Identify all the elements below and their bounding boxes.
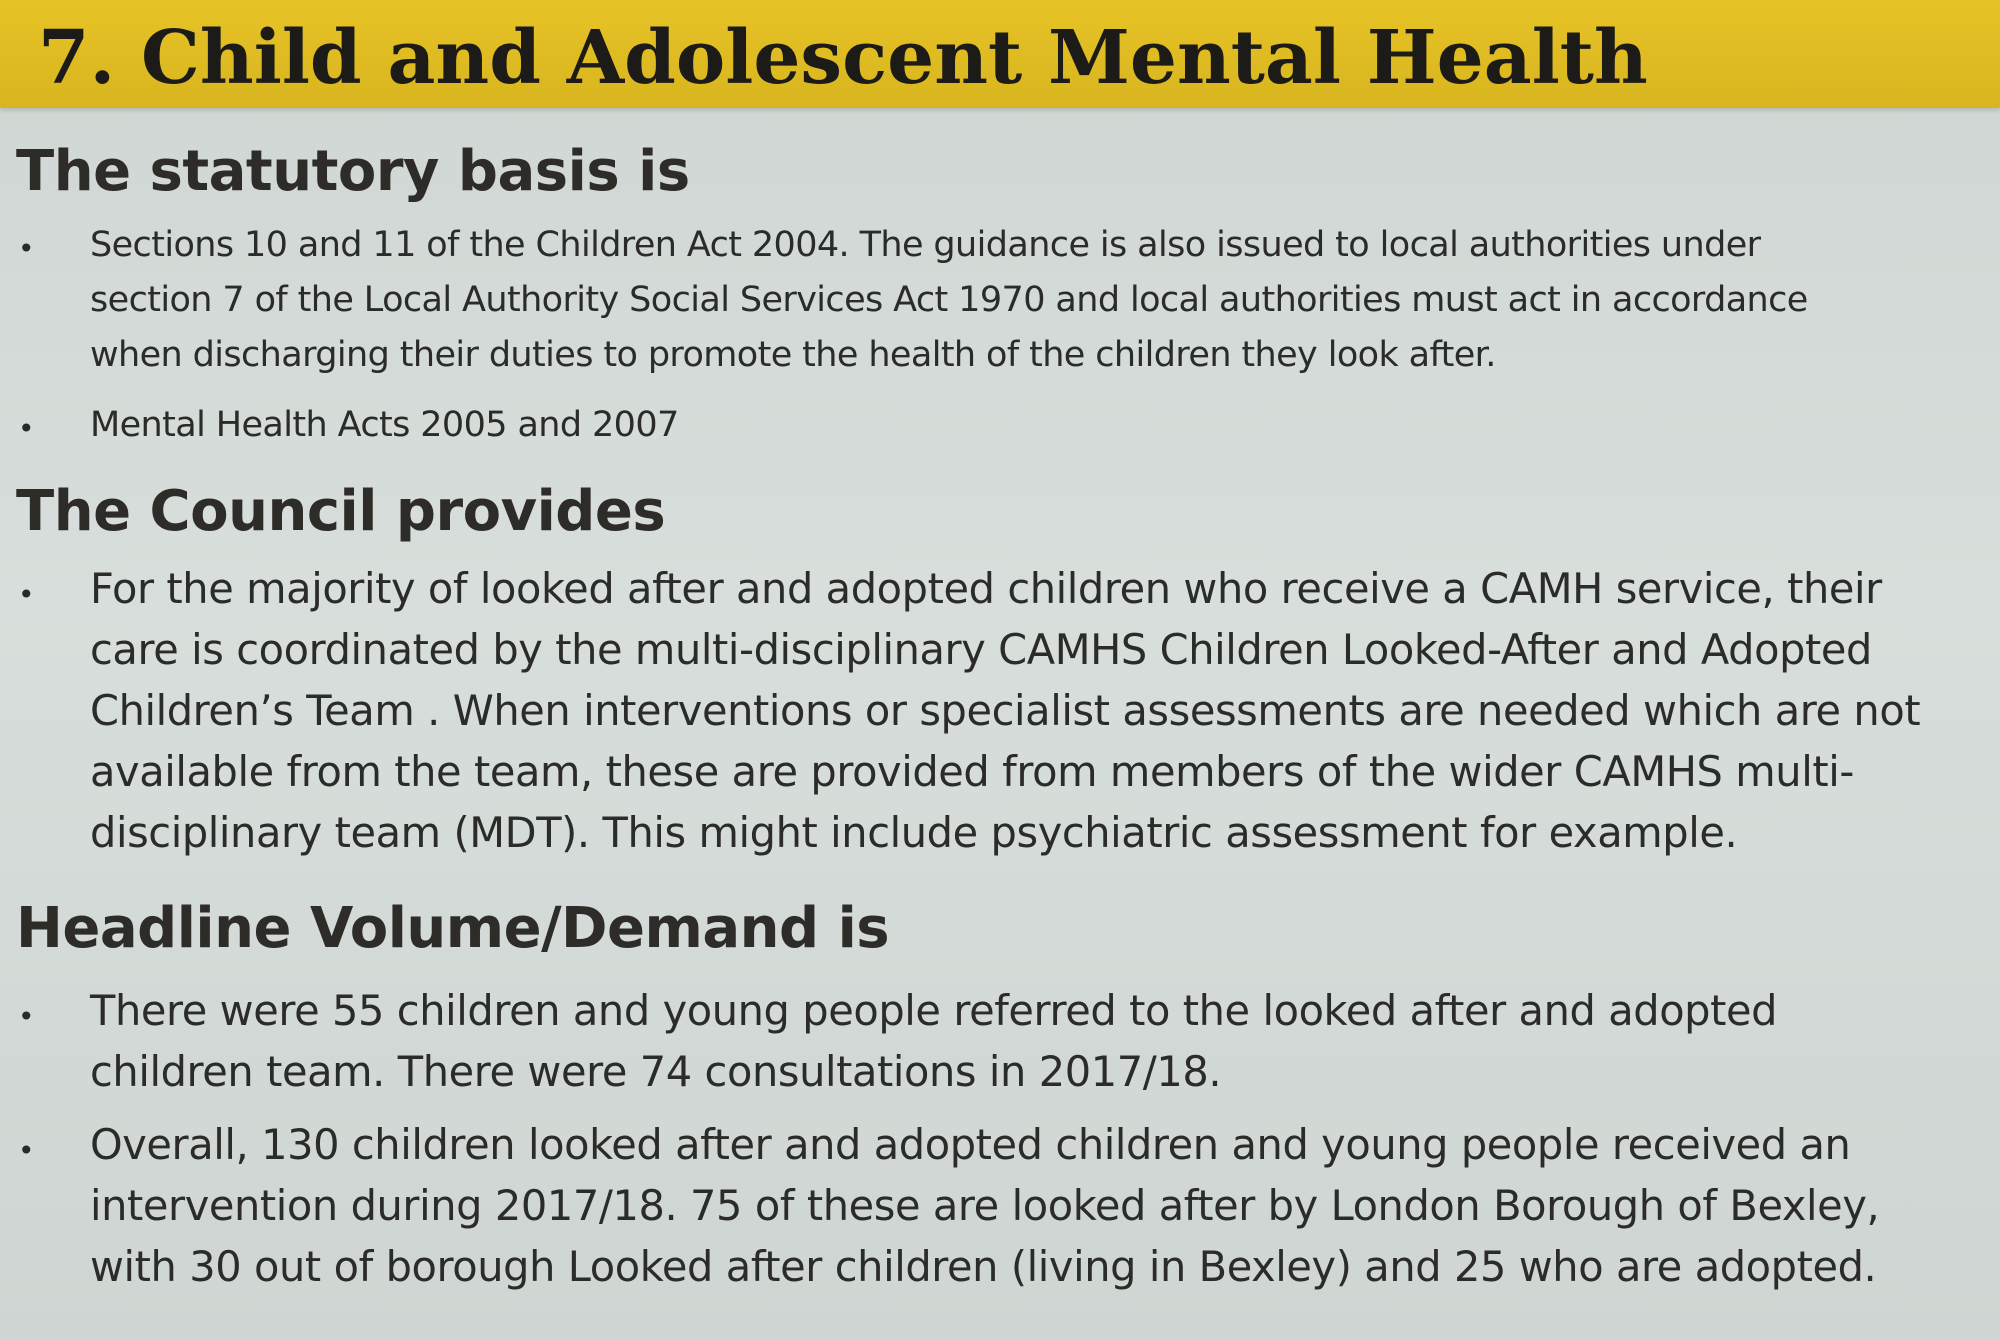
text-line: when discharging their duties to promote the health of the children they look after. xyxy=(90,335,1496,375)
bullet-marker: • xyxy=(18,232,35,265)
text-line: There were 55 children and young people referred to the looked after and adopted xyxy=(90,986,1778,1035)
section-heading-council-provides: The Council provides xyxy=(16,479,666,544)
text-line: intervention during 2017/18. 75 of these are looked after by London Borough of Bexley, xyxy=(90,1181,1880,1230)
text-line: Overall, 130 children looked after and adopted children and young people received an xyxy=(90,1120,1851,1169)
bullet-marker: • xyxy=(18,1134,35,1167)
text-line: Mental Health Acts 2005 and 2007 xyxy=(90,405,679,445)
slide-title: 7. Child and Adolescent Mental Health xyxy=(38,15,1648,101)
text-line: children team. There were 74 consultations in 2017/18. xyxy=(90,1047,1222,1096)
title-bar xyxy=(0,0,2000,108)
text-line: care is coordinated by the multi-disciplinary CAMHS Children Looked-After and Adopted xyxy=(90,625,1872,674)
text-line: available from the team, these are provided from members of the wider CAMHS multi- xyxy=(90,747,1854,796)
bullet-marker: • xyxy=(18,1000,35,1033)
section-heading-statutory-basis: The statutory basis is xyxy=(16,139,690,204)
bullet-statutory-children-act xyxy=(90,218,1808,383)
section-heading-volume-demand: Headline Volume/Demand is xyxy=(16,896,890,961)
text-line: Children’s Team . When interventions or specialist assessments are needed which are not xyxy=(90,686,1921,735)
bullet-marker: • xyxy=(18,578,35,611)
bullet-referrals-consultations xyxy=(90,980,1777,1102)
text-line: Sections 10 and 11 of the Children Act 2004. The guidance is also issued to local authorities under xyxy=(90,225,1761,265)
text-line: with 30 out of borough Looked after children (living in Bexley) and 25 who are adopted. xyxy=(90,1242,1877,1291)
bullet-marker: • xyxy=(18,412,35,445)
text-line: disciplinary team (MDT). This might include psychiatric assessment for example. xyxy=(90,808,1738,857)
bullet-mental-health-acts xyxy=(90,398,679,453)
text-line: For the majority of looked after and adopted children who receive a CAMH service, their xyxy=(90,564,1882,613)
text-line: section 7 of the Local Authority Social Services Act 1970 and local authorities must act in accordance xyxy=(90,280,1808,320)
bullet-council-camhs-service xyxy=(90,558,1920,863)
bullet-interventions-overall xyxy=(90,1114,1879,1297)
